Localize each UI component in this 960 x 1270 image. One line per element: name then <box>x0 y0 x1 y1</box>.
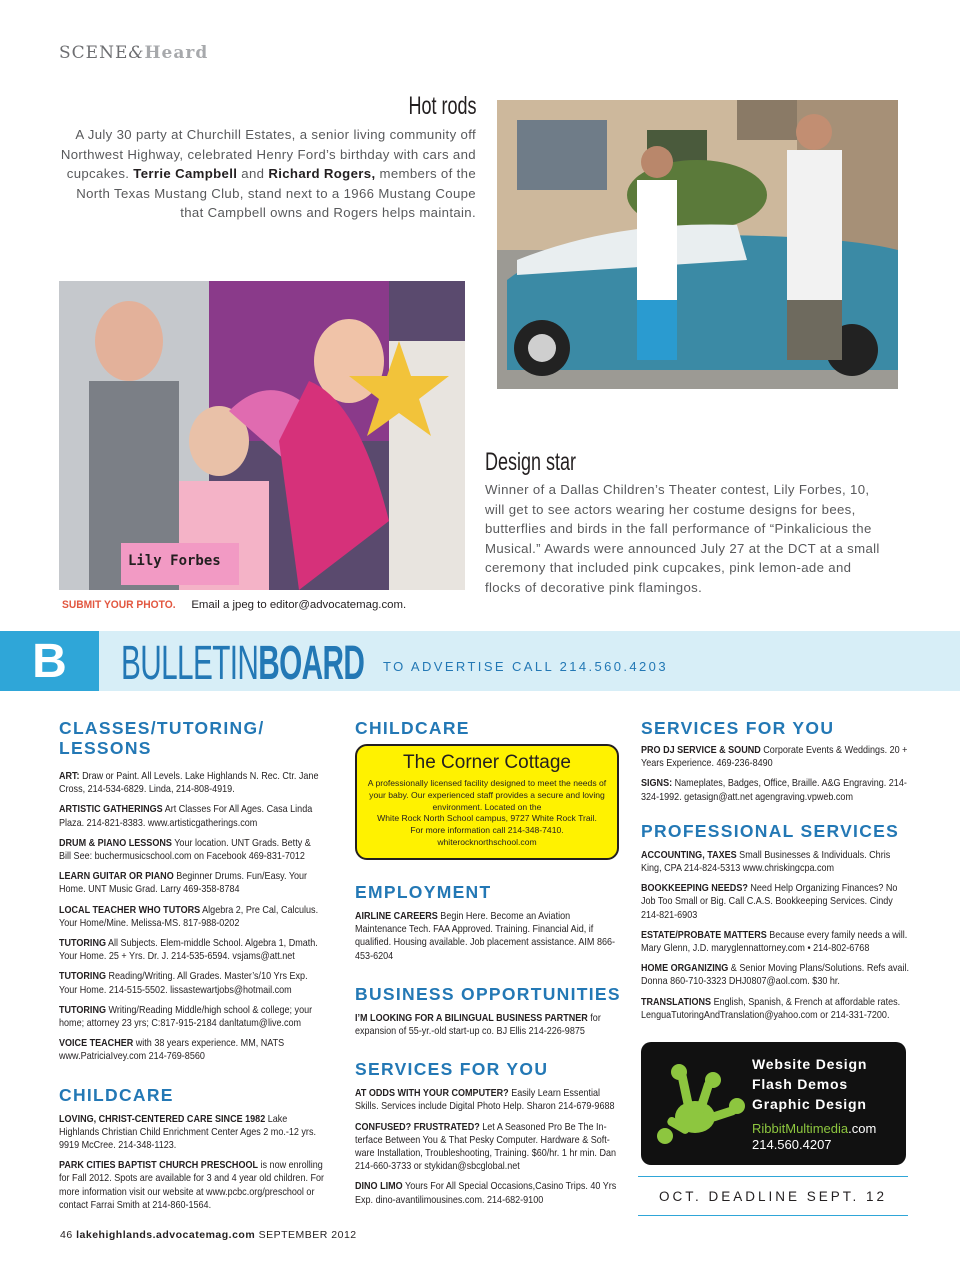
listing-text: Because every family needs a will. Mary Glenn, J.D. maryglennattorney.com • 214-802-6768 <box>641 928 908 955</box>
listing-text: with 38 years experience. MM, NATS www.PatriciaIvey.com 214-769-8560 <box>59 1037 285 1063</box>
heading-services-2: SERVICES FOR YOU <box>355 1059 549 1080</box>
listing-text: Reading/Writing. All Grades. Master’s/10 Yrs Exp. Your Home. 214-515-5502. lissastewartjobs@hotmail.com <box>59 970 308 996</box>
sign-lily-forbes: Lily Forbes <box>128 553 221 569</box>
listing-entry <box>641 882 909 929</box>
listing-keyword: AT ODDS WITH YOUR COMPUTER? <box>355 1087 509 1100</box>
heading-childcare-2: CHILDCARE <box>355 718 470 738</box>
listing-entry <box>355 1180 623 1213</box>
listing-text: Nameplates, Badges, Office, Braille. A&G Engraving. 214-324-1992. getasign@att.net agengraving.vpweb.com <box>641 777 907 803</box>
corner-cottage-title: The Corner Cottage <box>403 752 571 773</box>
ribbit-ad <box>641 1042 906 1165</box>
listing-keyword: ESTATE/PROBATE MATTERS <box>641 928 767 941</box>
listing-keyword: ARTISTIC GATHERINGS <box>59 803 163 816</box>
listing-keyword: DINO LIMO <box>355 1180 403 1193</box>
listing-entry <box>59 1113 325 1160</box>
heading-classes: CLASSES/TUTORING/ LESSONS <box>59 718 265 758</box>
listing-text: Need Help Organizing Finances? No Job Too Small or Big. Call C.A.S. Bookkeeping Services. Cindy 214-821-6903 <box>641 882 898 921</box>
listing-text: Corporate Events & Weddings. 20 + Years Experience. 469-236-8490 <box>641 744 908 770</box>
photo-mustang <box>497 100 898 389</box>
column-2 <box>355 718 623 1214</box>
listing-entry <box>355 1121 623 1181</box>
corner-cottage-ad <box>355 744 619 860</box>
listing-entry <box>59 803 325 836</box>
listing-text: English, Spanish, & French at affordable rates. LenguaTutoringAndTranslation@yahoo.com or 214-331-7200. <box>641 995 901 1021</box>
listing-entry <box>641 777 909 810</box>
listing-entry <box>355 1012 623 1045</box>
ribbit-line-2: Flash Demos <box>752 1076 848 1092</box>
listing-keyword: LOCAL TEACHER WHO TUTORS <box>59 903 201 916</box>
section-tag: SCENE&Heard <box>59 43 209 63</box>
listing-keyword: TRANSLATIONS <box>641 995 712 1008</box>
listing-text: Yours For All Special Occasions,Casino Trips. 40 Yrs Exp. dino-avantilimousines.com. 214-682-9100 <box>355 1180 617 1206</box>
ribbit-line-3: Graphic Design <box>752 1096 867 1112</box>
page-footer: 46 lakehighlands.advocatemag.com SEPTEMBER 2012 <box>60 1229 357 1241</box>
listing-entry <box>59 904 325 937</box>
listing-text: Your location. UNT Grads. Betty & Bill See: buchermusicschool.com on Facebook 469-831-7012 <box>59 836 311 863</box>
frog-hand-icon <box>655 1062 747 1150</box>
bulletin-letter: B <box>0 631 99 691</box>
listing-keyword: PARK CITIES BAPTIST CHURCH PRESCHOOL <box>59 1159 259 1172</box>
listing-text: Algebra 2, Pre Cal, Calculus. Your Home/Mine. Melissa-MS. 817-988-0202 <box>59 903 319 929</box>
listing-entry <box>59 1004 325 1037</box>
listing-keyword: HOME ORGANIZING <box>641 962 729 975</box>
listing-text: Lake Highlands Christian Child Enrichment Center Ages 2 mo.-12 yrs. 9919 McCree. 214-348-1123. <box>59 1112 316 1152</box>
listing-text: Draw or Paint. All Levels. Lake Highlands N. Rec. Ctr. Jane Cross, 214-534-6829. Linda, 214-808-4919. <box>59 770 319 796</box>
story-caption-design-star: Winner of a Dallas Children’s Theater contest, Lily Forbes, 10, will get to see actors wearing her costume designs for bees, butterflies and birds in the fall performance of “Pinkalicious the Musical.” Awards were announced July 27 at the DCT at a small ceremony that included pink cupcakes, pink lemon-ade and flocks of decorative pink flamingos. <box>485 482 880 595</box>
listing-keyword: I’M LOOKING FOR A BILINGUAL BUSINESS PARTNER <box>355 1011 588 1024</box>
listing-keyword: VOICE TEACHER <box>59 1037 134 1050</box>
listing-entry <box>641 744 909 777</box>
column-1 <box>59 718 325 1219</box>
listing-entry <box>59 837 325 870</box>
listing-keyword: TUTORING <box>59 970 106 983</box>
listing-entry <box>355 1087 623 1120</box>
column-3 <box>641 718 909 1029</box>
heading-services-3: SERVICES FOR YOU <box>641 718 835 738</box>
listing-entry <box>641 849 909 882</box>
heading-employment: EMPLOYMENT <box>355 882 492 902</box>
listing-entry <box>59 1037 325 1070</box>
listing-text: Easily Learn Essential Skills. Services include Digital Photo Help. Sharon 214-679-9688 <box>355 1087 615 1113</box>
heading-business: BUSINESS OPPORTUNITIES <box>355 983 621 1004</box>
listing-text: All Subjects. Elem-middle School. Algebra 1, Dmath. Your Home. 25 + Yrs. Dr. J. 214-535-6594. vsjams@att.net <box>59 937 318 963</box>
listing-keyword: LEARN GUITAR OR PIANO <box>59 870 174 883</box>
listing-text: Let A Seasoned Pro Be The In-terface Between You & That Pesky Computer. Hardware & Soft-ware Installation, Troubleshooting, Training. $60/hr. 1 hr min. Dan 214-660-3733 or stykidan@sbcglobal.net <box>355 1120 617 1173</box>
listing-entry <box>641 996 909 1029</box>
listing-text: is now enrolling for Fall 2012. Spots are available for 3 and 4 year old children. For more information visit our website at www.pcbc.org/preschool or contact Farrai Smith at 214-860-1564. <box>59 1159 325 1211</box>
heading-professional: PROFESSIONAL SERVICES <box>641 820 900 841</box>
corner-cottage-body: A professionally licensed facility designed to meet the needs of your baby. Our experienced staff provides a secure and loving environment. Located on the White Rock North School campus, 9727 White Rock Trail. For more information call 214-348-7410. whiterocknorthschool.com <box>367 778 607 847</box>
listing-entry <box>355 910 623 970</box>
listing-entry <box>59 870 325 903</box>
listing-text: Art Classes For All Ages. Casa Linda Plaza. 214-821-8383. www.artisticgatherings.com <box>59 803 313 829</box>
story-title-design-star: Design star <box>485 448 577 476</box>
listing-keyword: AIRLINE CAREERS <box>355 910 438 922</box>
listing-keyword: TUTORING <box>59 937 106 950</box>
listing-text: Begin Here. Become an Aviation Maintenance Tech. FAA Approved. Training. Financial Aid, if qualified. Housing available. Job placement assistance. AIM 866-453-6204 <box>355 910 616 962</box>
listing-entry <box>641 962 909 995</box>
listing-keyword: LOVING, CHRIST-CENTERED CARE SINCE 1982 <box>59 1112 266 1125</box>
photo-lily-forbes <box>59 281 465 590</box>
deadline-notice: OCT. DEADLINE SEPT. 12 <box>638 1176 908 1216</box>
listing-keyword: PRO DJ SERVICE & SOUND <box>641 744 761 756</box>
story-caption-hot-rods: A July 30 party at Churchill Estates, a senior living community off Northwest Highway, celebrated Henry Ford’s birthday with cars and cupcakes. Terrie Campbell and Richard Rogers, members of the North Texas Mustang Club, stand next to a 1966 Mustang Coupe that Campbell owns and Rogers helps maintain. <box>60 127 476 221</box>
listing-text: Beginner Drums. Fun/Easy. Your Home. UNT Music Grad. Larry 469-358-8784 <box>59 870 308 896</box>
listing-keyword: TUTORING <box>59 1003 106 1016</box>
listing-keyword: CONFUSED? FRUSTRATED? <box>355 1120 480 1133</box>
listing-keyword: DRUM & PIANO LESSONS <box>59 836 172 849</box>
listing-entry <box>641 929 909 962</box>
listing-text: Small Businesses & Individuals. Chris King, CPA 214-824-5313 www.chriskingcpa.com <box>641 848 891 875</box>
heading-childcare-1: CHILDCARE <box>59 1084 174 1105</box>
listing-keyword: ART: <box>59 770 80 782</box>
story-title-hot-rods: Hot rods <box>407 92 476 120</box>
submit-photo-line: SUBMIT YOUR PHOTO. Email a jpeg to editor@advocatemag.com. <box>62 599 407 611</box>
listing-text: Writing/Reading Middle/high school & college; your home; attorney 23 yrs; C:817-915-2184 danltatum@live.com <box>59 1003 313 1030</box>
listing-entry <box>59 970 325 1003</box>
ribbit-phone: 214.560.4207 <box>752 1137 832 1152</box>
listing-keyword: SIGNS: <box>641 777 673 790</box>
listing-entry <box>59 770 325 803</box>
bulletin-title: BULLETINBOARD <box>121 637 365 690</box>
ribbit-line-1: Website Design <box>752 1056 868 1072</box>
listing-text: & Senior Moving Plans/Solutions. Refs avail. Donna 860-710-3323 DHJ0807@aol.com. $30 hr. <box>641 962 909 988</box>
listing-entry <box>59 1159 325 1219</box>
listing-keyword: ACCOUNTING, TAXES <box>641 848 737 861</box>
listing-text: for expansion of 55-yr.-old start-up co. BJ Ellis 214-226-9875 <box>355 1011 601 1038</box>
listing-entry <box>59 937 325 970</box>
listing-keyword: BOOKKEEPING NEEDS? <box>641 882 748 895</box>
ribbit-url: RibbitMultimedia.com <box>752 1121 877 1136</box>
advertise-line: TO ADVERTISE CALL 214.560.4203 <box>383 659 668 674</box>
